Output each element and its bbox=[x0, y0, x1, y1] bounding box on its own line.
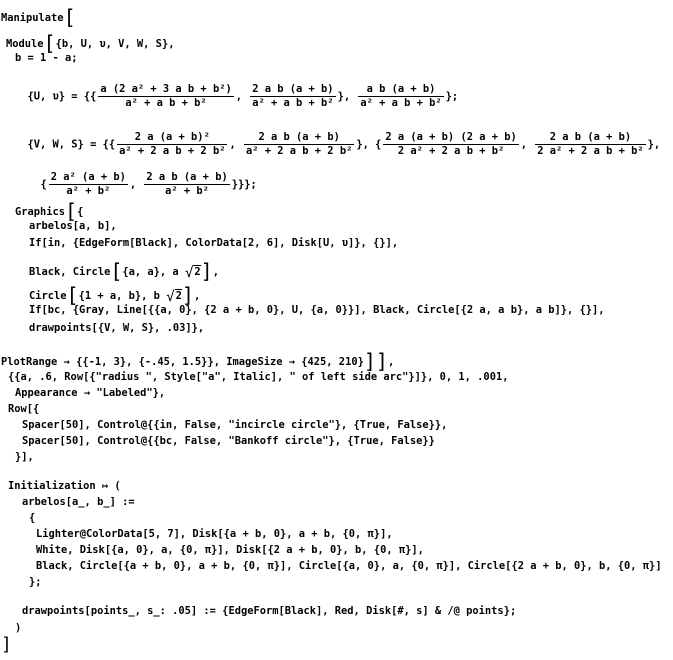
code-line: { $\frac{\text{2 a² (a + b)}}{\text{a² + b²}}$ , $\frac{\text{2 a b (a + b)}}{\text{a² + b²}}$ }}}; bbox=[40, 171, 257, 197]
code-line bbox=[6, 30, 175, 55]
code-line: Circle[{1 + a, b}, b √2], bbox=[29, 283, 201, 307]
code-line: Lighter@ColorData[5, 7], Disk[{a + b, 0}, a + b, {0, π}], bbox=[36, 528, 393, 540]
code-line: ] bbox=[1, 634, 12, 655]
fraction: $\frac{\text{2 a b (a + b)}}{\text{a² + b²}}$ bbox=[146, 171, 228, 197]
bracket: [ bbox=[66, 283, 79, 307]
code-token: 2 bbox=[175, 290, 182, 302]
code-line bbox=[1, 4, 76, 29]
bracket: [ bbox=[43, 31, 56, 55]
bracket: ] bbox=[181, 283, 194, 307]
code-token: Manipulate bbox=[1, 12, 64, 24]
code-line: ) bbox=[15, 622, 22, 634]
bracket: ] bbox=[200, 259, 213, 283]
code-line: Spacer[50], Control@{{bc, False, "Bankoff circle"}, {True, False}} bbox=[22, 435, 435, 447]
code-line: {V, W, S} = {{ $\frac{\text{2 a (a + b)²}}{\text{a² + 2 a b + 2 b²}}$ , $\frac{\text{2 a b (a + b)}}{\text{a² + 2 a b + 2 b²}}$ }, { $\frac{2 a (a + b) (2 a + b)}{\text{2 a² + 2 a b + b²}}$ , $\frac{\text{2 a b (a + b)}}{\text{2 a² + 2 a b + b²}}$ }, bbox=[27, 131, 661, 157]
code-line: Appearance → "Labeled"}, bbox=[15, 387, 166, 399]
code-line: arbelos[a_, b_] := bbox=[22, 496, 135, 508]
code-token: Circle bbox=[29, 290, 67, 302]
code-line: drawpoints[points_, s_: .05] := {EdgeForm[Black], Red, Disk[#, s] & /@ points}; bbox=[22, 605, 517, 617]
fraction: $\frac{\text{2 a b (a + b)}}{\text{2 a² + 2 a b + b²}}$ bbox=[537, 131, 644, 157]
code-line: Graphics[{ bbox=[15, 199, 84, 223]
code-token: {a, a}, a bbox=[122, 266, 185, 278]
code-token: Graphics bbox=[15, 206, 66, 218]
fraction: $\frac{\text{2 a b (a + b)}}{\text{a² + a b + b²}}$ bbox=[252, 83, 334, 109]
bracket: ]] bbox=[363, 349, 388, 373]
code-token: PlotRange → {{-1, 3}, {-.45, 1.5}}, ImageSize → {425, 210} bbox=[1, 356, 364, 368]
code-line: Black, Circle[{a, a}, a √2], bbox=[29, 259, 219, 283]
code-line: Row[{ bbox=[8, 403, 40, 415]
code-line: White, Disk[{a, 0}, a, {0, π}], Disk[{2 a + b, 0}, b, {0, π}], bbox=[36, 544, 424, 556]
code-token: {b, U, υ, V, W, S}, bbox=[55, 38, 175, 50]
code-line: PlotRange → {{-1, 3}, {-.45, 1.5}}, ImageSize → {425, 210}]], bbox=[1, 349, 395, 373]
code-line: Black, Circle[{a + b, 0}, a + b, {0, π}], Circle[{a, 0}, a, {0, π}], Circle[{2 a + b, 0}, b, {0, π}] bbox=[36, 560, 662, 572]
sqrt-icon: √ bbox=[184, 265, 194, 281]
fraction: $\frac{\text{2 a b (a + b)}}{\text{a² + 2 a b + 2 b²}}$ bbox=[245, 131, 353, 157]
code-line: If[bc, {Gray, Line[{{a, 0}, {2 a + b, 0}, U, {a, 0}}], Black, Circle[{2 a, a b}, a b]}, {}], bbox=[29, 304, 605, 316]
fraction: $\frac{2 a (a + b) (2 a + b)}{\text{2 a² + 2 a b + b²}}$ bbox=[385, 131, 517, 157]
code-line: If[in, {EdgeForm[Black], ColorData[2, 6], Disk[U, υ]}, {}], bbox=[29, 237, 399, 249]
code-token: {V, W, S} = {{ bbox=[27, 138, 116, 151]
bracket: [ bbox=[63, 5, 76, 29]
fraction: $\frac{\text{2 a (a + b)²}}{\text{a² + 2 a b + 2 b²}}$ bbox=[119, 131, 226, 157]
code-line: Initialization ↦ ( bbox=[8, 480, 121, 492]
fraction: $\frac{\text{a b (a + b)}}{\text{a² + a b + b²}}$ bbox=[360, 83, 442, 109]
code-line: }; bbox=[29, 576, 42, 588]
code-token: {U, υ} = {{ bbox=[27, 90, 97, 103]
fraction: $\frac{\text{a (2 a² + 3 a b + b²)}}{\text{a² + a b + b²}}$ bbox=[100, 83, 232, 109]
code-line: {{a, .6, Row[{"radius ", Style["a", Italic], " of left side arc"}]}, 0, 1, .001, bbox=[8, 371, 509, 383]
sqrt-icon: √ bbox=[166, 289, 175, 305]
bracket: [ bbox=[65, 199, 78, 223]
code-token: {1 + a, b}, b bbox=[78, 290, 167, 302]
code-line: { bbox=[29, 512, 36, 524]
code-line: b = 1 - a; bbox=[15, 52, 78, 64]
code-token: 2 bbox=[194, 266, 201, 278]
fraction: $\frac{\text{2 a² (a + b)}}{\text{a² + b²}}$ bbox=[50, 171, 126, 197]
code-line: {U, υ} = {{ $\frac{\text{a (2 a² + 3 a b + b²)}}{\text{a² + a b + b²}}$ , $\frac{\text{2 a b (a + b)}}{\text{a² + a b + b²}}$ }, $\frac{\text{a b (a + b)}}{\text{a² + a b + b²}}$ }; bbox=[27, 83, 459, 109]
code-token: Module bbox=[6, 38, 44, 50]
code-line: arbelos[a, b], bbox=[29, 220, 117, 232]
bracket: [ bbox=[110, 259, 123, 283]
code-line: }], bbox=[15, 451, 34, 463]
code-line: drawpoints[{V, W, S}, .03]}, bbox=[29, 322, 205, 334]
code-token: Black, Circle bbox=[29, 266, 111, 278]
code-line: Spacer[50], Control@{{in, False, "incircle circle"}, {True, False}}, bbox=[22, 419, 448, 431]
